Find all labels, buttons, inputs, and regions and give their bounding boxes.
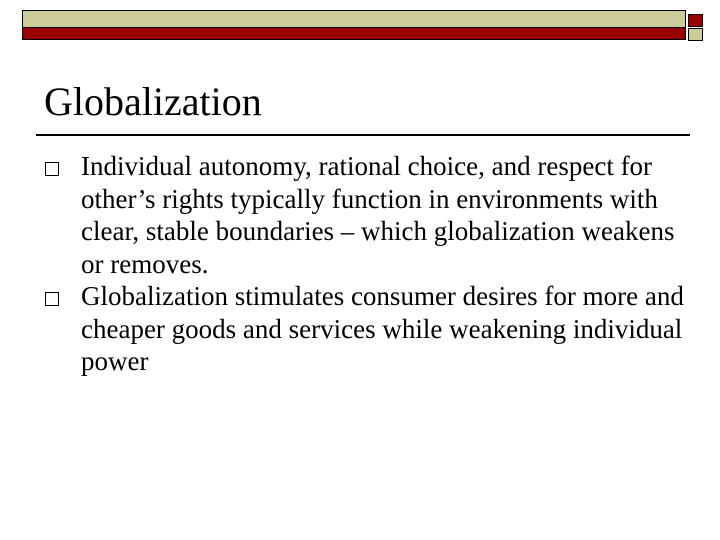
bullet-text: Globalization stimulates consumer desires for more and cheaper goods and services while weakening individual power [81, 281, 684, 376]
slide-title: Globalization [44, 79, 262, 124]
bullet-item [0, 150, 720, 280]
title-divider [36, 134, 690, 136]
hollow-square-bullet-icon [45, 162, 59, 176]
corner-square-icon-tan [688, 28, 703, 41]
bullet-list [0, 150, 720, 378]
header-decorative-band [22, 10, 686, 28]
header-decorative-bar [22, 28, 686, 40]
bullet-item [0, 280, 720, 378]
corner-square-icon-maroon [688, 14, 703, 27]
hollow-square-bullet-icon [45, 292, 59, 306]
bullet-text: Individual autonomy, rational choice, and respect for other’s rights typically function in environments with clear, stable boundaries – which globalization weakens or removes. [81, 151, 675, 279]
